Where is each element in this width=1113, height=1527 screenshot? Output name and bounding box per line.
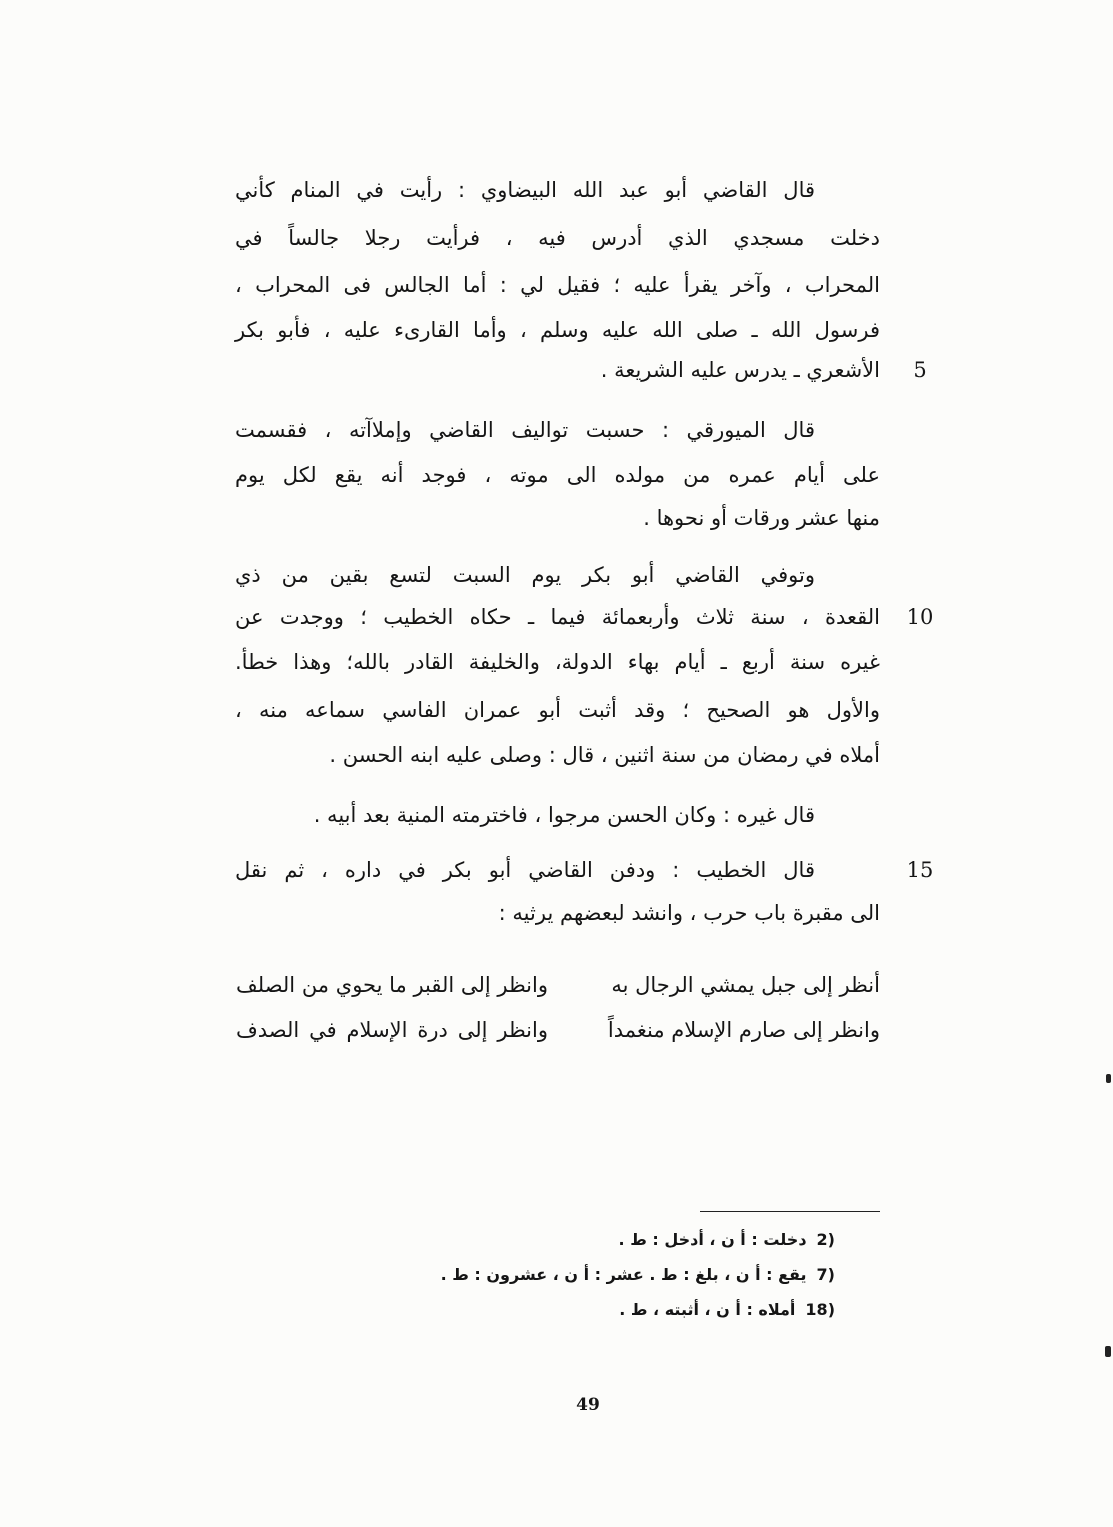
poem-hemistich-first: وانظر إلى صارم الإسلام منغمداً <box>607 1018 880 1042</box>
poem-hemistich-second: وانظر إلى درة الإسلام في الصدف <box>236 1018 548 1042</box>
line-number: 10 <box>906 605 934 629</box>
footnote-marker: 2) <box>816 1230 835 1249</box>
text-line: دخلت مسجدي الذي أدرس فيه ، فرأيت رجلا جالساً في <box>235 226 880 250</box>
text-line: والأول هو الصحيح ؛ وقد أثبت أبو عمران الفاسي سماعه منه ، <box>235 698 880 722</box>
poem-hemistich-second: وانظر إلى القبر ما يحوي من الصلف <box>236 973 548 997</box>
footnote-marker: 7) <box>816 1265 835 1284</box>
text-line: قال القاضي أبو عبد الله البيضاوي : رأيت في المنام كأني <box>235 178 815 202</box>
line-number: 15 <box>906 858 934 882</box>
scan-artifact <box>1106 1074 1111 1083</box>
poem-hemistich-first: أنظر إلى جبل يمشي الرجال به <box>611 973 880 997</box>
text-line: الى مقبرة باب حرب ، وانشد لبعضهم يرثيه : <box>498 901 880 925</box>
text-line: القعدة ، سنة ثلاث وأربعمائة فيما ـ حكاه الخطيب ؛ ووجدت عن <box>235 605 880 629</box>
page-number: 49 <box>576 1395 600 1415</box>
footnote-text: أملاه : أ ن ، أثبته ، ط . <box>619 1300 796 1319</box>
text-line: غيره سنة أربع ـ أيام بهاء الدولة، والخليفة القادر بالله؛ وهذا خطأ. <box>235 650 880 674</box>
line-number: 5 <box>913 358 927 382</box>
footnote-text: يقع : أ ن ، بلغ : ط . عشر : أ ن ، عشرون : ط . <box>440 1265 807 1284</box>
text-line: الأشعري ـ يدرس عليه الشريعة . <box>600 358 880 382</box>
text-line: أملاه في رمضان من سنة اثنين ، قال : وصلى عليه ابنه الحسن . <box>329 743 880 767</box>
footnote-marker: 18) <box>805 1300 835 1319</box>
footnote-rule <box>700 1211 880 1212</box>
text-line: قال غيره : وكان الحسن مرجوا ، فاخترمته المنية بعد أبيه . <box>313 803 815 827</box>
footnote <box>315 1262 835 1288</box>
footnote-text: دخلت : أ ن ، أدخل : ط . <box>618 1230 807 1249</box>
text-line: المحراب ، وآخر يقرأ عليه ؛ فقيل لي : أما الجالس فى المحراب ، <box>235 273 880 297</box>
text-line: فرسول الله ـ صلى الله عليه وسلم ، وأما القارىء عليه ، فأبو بكر <box>235 318 880 342</box>
footnote <box>315 1297 835 1323</box>
text-line: منها عشر ورقات أو نحوها . <box>643 506 880 530</box>
scan-artifact <box>1105 1346 1111 1357</box>
text-line: قال الخطيب : ودفن القاضي أبو بكر في داره ، ثم نقل <box>235 858 815 882</box>
text-line: على أيام عمره من مولده الى موته ، فوجد أنه يقع لكل يوم <box>235 463 880 487</box>
footnote <box>315 1227 835 1253</box>
text-line: وتوفي القاضي أبو بكر يوم السبت لتسع بقين من ذي <box>235 563 815 587</box>
text-line: قال الميورقي : حسبت تواليف القاضي وإملاآته ، فقسمت <box>235 418 815 442</box>
